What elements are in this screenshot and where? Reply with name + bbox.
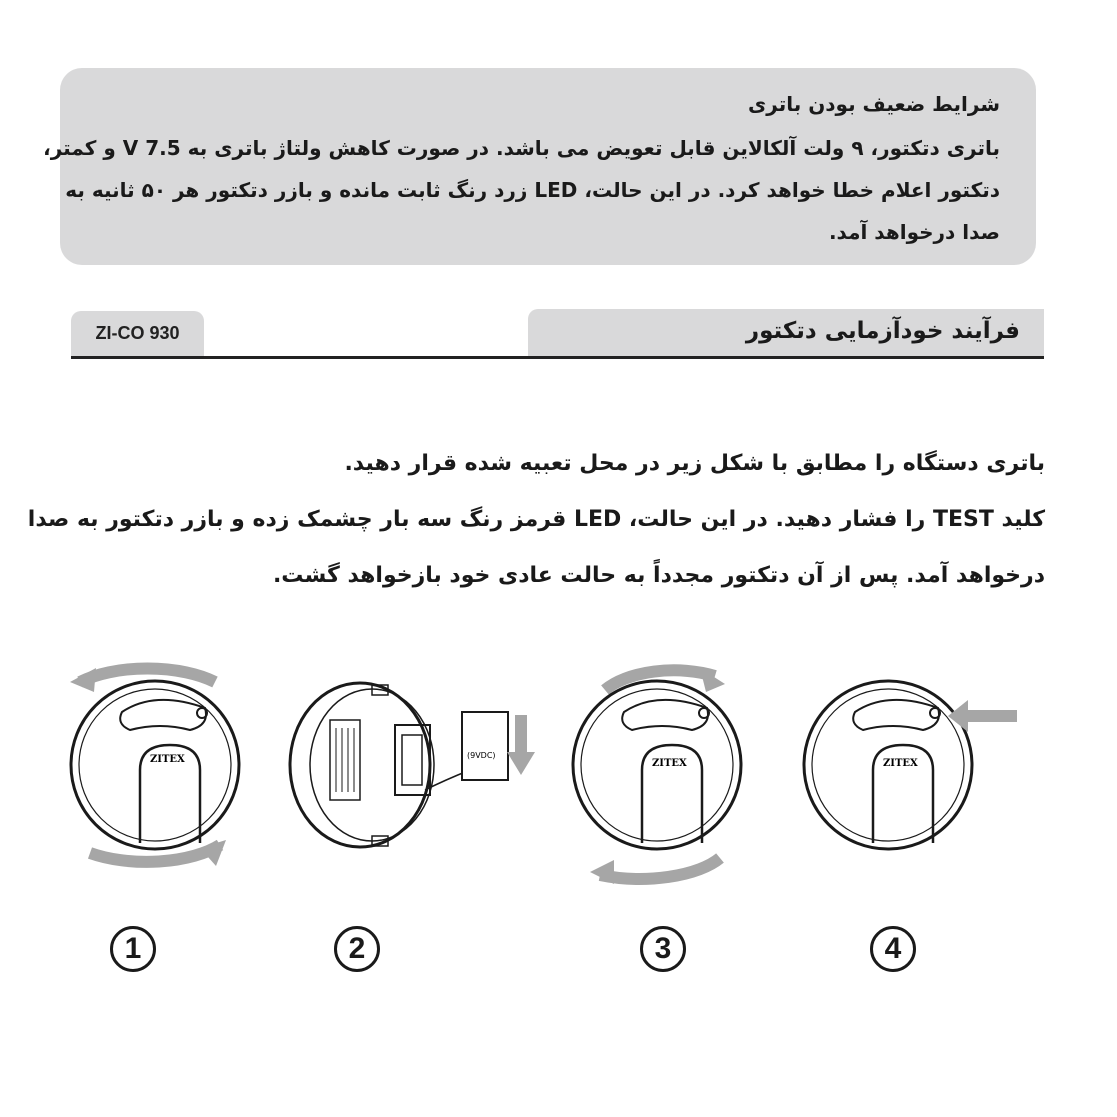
model-tab xyxy=(71,311,204,356)
notice-title: شرایط ضعیف بودن باتری xyxy=(747,92,1000,116)
detector-figure-1 xyxy=(70,668,239,866)
installation-figures xyxy=(0,620,1117,910)
section-header-band xyxy=(528,309,1044,356)
down-arrow-icon xyxy=(515,715,527,755)
model-number: ZI-CO 930 xyxy=(95,323,180,343)
step-number-2: 2 xyxy=(334,926,380,972)
section-divider xyxy=(71,356,1044,359)
section-title: فرآیند خودآزمایی دتکتور xyxy=(745,318,1020,344)
detector-body-icon xyxy=(71,681,239,849)
rotate-arrow-bottom-icon xyxy=(600,858,720,879)
brand-logo: ZITEX xyxy=(652,758,687,769)
arrowhead-icon xyxy=(70,668,96,692)
detector-figure-2 xyxy=(290,683,535,847)
instruction-line-3: درخواهد آمد. پس از آن دتکتور مجدداً به حالت عادی خود بازخواهد گشت. xyxy=(272,563,1045,588)
detector-figure-4 xyxy=(804,681,1017,849)
battery-label: (9VDC) xyxy=(467,751,496,760)
instruction-line-2: کلید TEST را فشار دهید. در این حالت، LED قرمز رنگ سه بار چشمک زده و بازر دتکتور به صدا xyxy=(27,507,1045,532)
press-arrow-icon xyxy=(965,710,1017,722)
brand-logo: ZITEX xyxy=(150,754,185,765)
instruction-line-1: باتری دستگاه را مطابق با شکل زیر در محل تعبیه شده قرار دهید. xyxy=(344,451,1045,476)
brand-logo: ZITEX xyxy=(883,758,918,769)
notice-line-3: صدا درخواهد آمد. xyxy=(828,220,1000,244)
step-number-3: 3 xyxy=(640,926,686,972)
notice-line-2: دتکتور اعلام خطا خواهد کرد. در این حالت، LED زرد رنگ ثابت مانده و بازر دتکتور هر ۵۰ ثانیه به xyxy=(65,178,1000,202)
step-number-1: 1 xyxy=(110,926,156,972)
detector-figure-3 xyxy=(573,668,741,884)
notice-line-1: باتری دتکتور، ۹ ولت آلکالاین قابل تعویض می باشد. در صورت کاهش ولتاژ باتری به 7.5 V و کمتر، xyxy=(43,136,1000,160)
step-number-4: 4 xyxy=(870,926,916,972)
battery-icon xyxy=(462,712,508,780)
battery-notice-box xyxy=(43,68,1036,265)
